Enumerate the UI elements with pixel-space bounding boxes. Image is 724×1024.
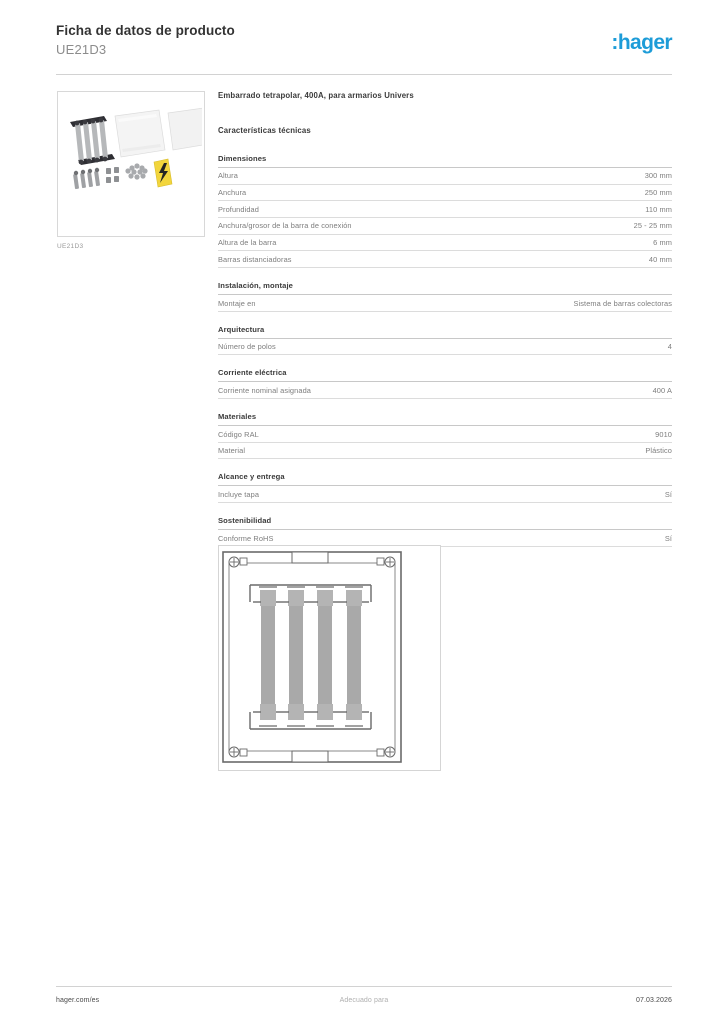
spec-row-label: Número de polos	[218, 342, 276, 352]
spec-group-title: Corriente eléctrica	[218, 368, 672, 382]
technical-drawing	[218, 545, 441, 771]
spec-row-label: Anchura/grosor de la barra de conexión	[218, 221, 352, 231]
spec-row-value: 40 mm	[648, 254, 672, 264]
spec-row-value: 6 mm	[653, 238, 672, 248]
spec-group	[218, 472, 672, 503]
product-description: Embarrado tetrapolar, 400A, para armarios Univers	[218, 91, 414, 100]
spec-row-label: Incluye tapa	[218, 489, 260, 499]
spec-group	[218, 154, 672, 268]
spec-row-label: Corriente nominal asignada	[218, 385, 311, 395]
spec-group-title: Arquitectura	[218, 325, 672, 339]
spec-row-value: Plástico	[645, 446, 672, 456]
product-photo-caption: UE21D3	[57, 243, 84, 250]
spec-row	[218, 185, 672, 202]
spec-row	[218, 168, 672, 185]
spec-group	[218, 281, 672, 312]
spec-row-label: Montaje en	[218, 298, 256, 308]
hager-logo: :hager	[611, 31, 672, 54]
spec-row-label: Altura de la barra	[218, 238, 277, 248]
page-title: Ficha de datos de producto	[56, 23, 235, 38]
spec-row-value: 250 mm	[644, 188, 672, 198]
spec-group-title: Dimensiones	[218, 154, 672, 168]
spec-row	[218, 382, 672, 399]
spec-row-value: 4	[667, 342, 672, 352]
spec-row-value: 300 mm	[644, 171, 672, 181]
header-divider	[56, 74, 672, 75]
spec-group	[218, 325, 672, 356]
spec-group-title: Materiales	[218, 412, 672, 426]
spec-row	[218, 218, 672, 235]
spec-row	[218, 295, 672, 312]
spec-row-label: Conforme RoHS	[218, 533, 274, 543]
spec-group	[218, 368, 672, 399]
spec-row-label: Barras distanciadoras	[218, 254, 292, 264]
spec-row-value: Sistema de barras colectoras	[573, 298, 672, 308]
spec-row-value: Sí	[664, 533, 672, 543]
spec-group	[218, 412, 672, 459]
product-reference: UE21D3	[56, 42, 107, 58]
footer-note: Adecuado para	[339, 997, 389, 1004]
product-photo	[57, 91, 205, 237]
spec-row-value: 400 A	[652, 385, 672, 395]
spec-row-label: Material	[218, 446, 246, 456]
product-photo-image	[58, 92, 202, 234]
footer-divider	[56, 986, 672, 987]
spec-row	[218, 251, 672, 268]
specifications-table	[218, 154, 672, 547]
footer-website[interactable]: hager.com/es	[56, 997, 100, 1004]
brand-name: hager	[617, 31, 672, 54]
spec-row	[218, 339, 672, 356]
spec-row-value: 110 mm	[645, 204, 672, 214]
spec-row-value: 25 - 25 mm	[633, 221, 672, 231]
spec-row	[218, 443, 672, 460]
spec-row-value: Sí	[664, 489, 672, 499]
spec-row-label: Altura	[218, 171, 238, 181]
spec-row-label: Código RAL	[218, 429, 259, 439]
page-footer	[56, 997, 672, 1011]
spec-group	[218, 516, 672, 547]
specifications-column	[218, 91, 672, 582]
spec-row	[218, 235, 672, 252]
technical-characteristics-heading: Características técnicas	[218, 125, 311, 135]
spec-group-title: Sostenibilidad	[218, 516, 672, 530]
spec-row-label: Anchura	[218, 188, 247, 198]
technical-drawing-image	[219, 546, 438, 768]
spec-row-label: Profundidad	[218, 204, 259, 214]
spec-group-title: Instalación, montaje	[218, 281, 672, 295]
spec-row	[218, 426, 672, 443]
spec-group-title: Alcance y entrega	[218, 472, 672, 486]
spec-row	[218, 201, 672, 218]
page-header	[56, 22, 672, 59]
spec-row	[218, 486, 672, 503]
spec-row-value: 9010	[655, 429, 672, 439]
footer-date: 07.03.2026	[635, 997, 672, 1004]
